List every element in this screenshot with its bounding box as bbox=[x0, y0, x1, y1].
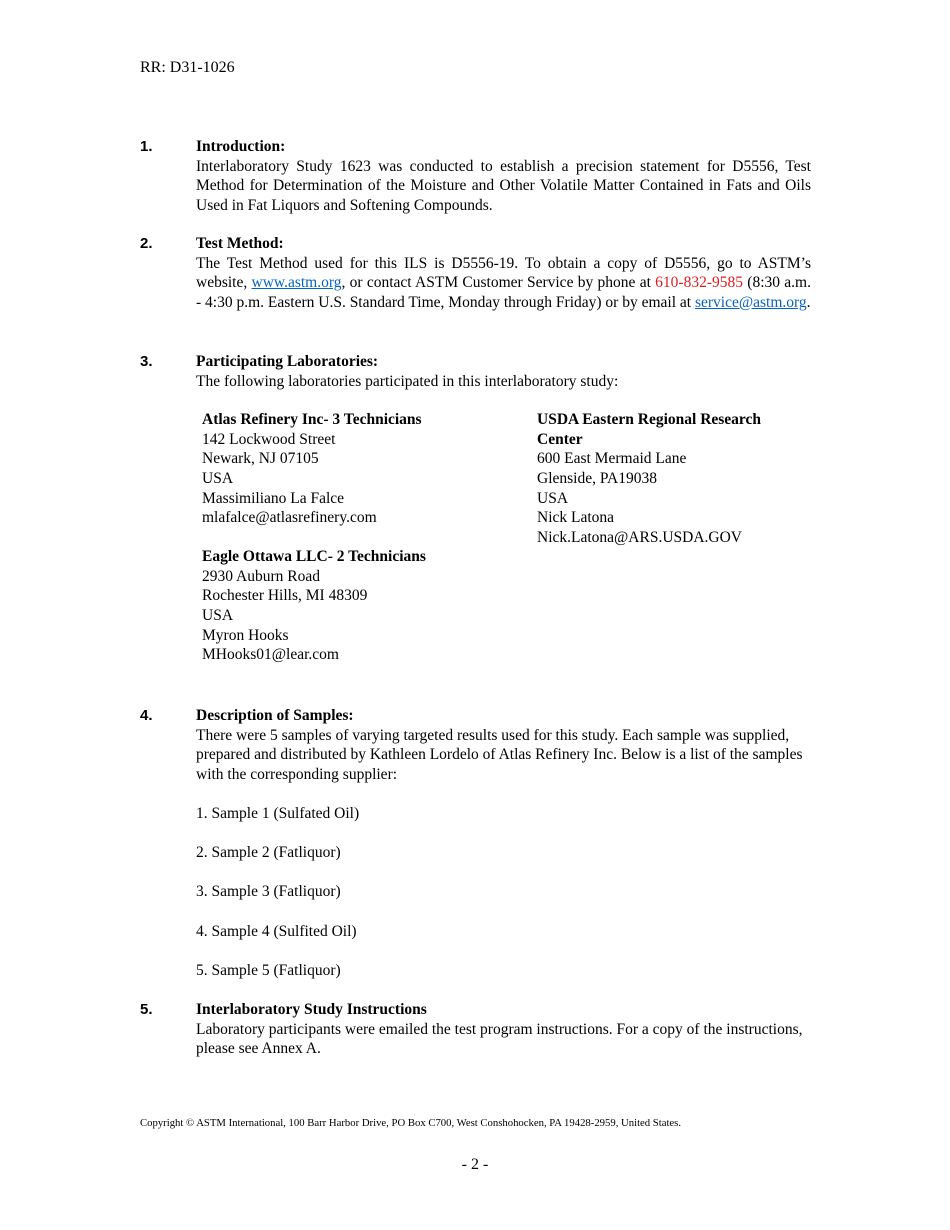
list-item: 3. Sample 3 (Fatliquor) bbox=[196, 883, 341, 901]
lab-eagle-ottawa bbox=[202, 547, 502, 665]
section-participating-laboratories bbox=[140, 352, 811, 670]
list-item: 2. Sample 2 (Fatliquor) bbox=[196, 844, 341, 862]
lab-street: 600 East Mermaid Lane bbox=[537, 450, 687, 468]
lab-country: USA bbox=[202, 606, 234, 624]
list-item: 1. Sample 1 (Sulfated Oil) bbox=[196, 804, 360, 822]
lab-city: Rochester Hills, MI 48309 bbox=[202, 587, 368, 605]
text-segment: . bbox=[806, 293, 811, 311]
section-number: 2. bbox=[140, 235, 153, 252]
section-title: Description of Samples: bbox=[196, 707, 354, 724]
lab-city: Glenside, PA19038 bbox=[537, 469, 657, 487]
list-item: 5. Sample 5 (Fatliquor) bbox=[196, 961, 341, 979]
section-introduction bbox=[140, 137, 811, 215]
lab-name: USDA Eastern Regional Research Center bbox=[537, 411, 762, 448]
lab-contact: Massimiliano La Falce bbox=[202, 489, 345, 507]
lab-atlas-refinery bbox=[202, 410, 502, 528]
section-description-of-samples bbox=[140, 706, 811, 980]
lab-country: USA bbox=[537, 489, 569, 507]
lab-street: 142 Lockwood Street bbox=[202, 430, 336, 448]
lab-country: USA bbox=[202, 469, 234, 487]
section-text bbox=[196, 254, 811, 313]
laboratory-list bbox=[202, 410, 811, 670]
lab-name: Eagle Ottawa LLC- 2 Technicians bbox=[202, 548, 426, 566]
lab-email: Nick.Latona@ARS.USDA.GOV bbox=[537, 528, 742, 546]
lab-contact: Myron Hooks bbox=[202, 626, 289, 644]
lab-contact: Nick Latona bbox=[537, 509, 615, 527]
section-text: The following laboratories participated in this interlaboratory study: bbox=[196, 372, 619, 390]
section-text: There were 5 samples of varying targeted results used for this study. Each sample was supplied, prepared and distributed by Kathleen Lordelo of Atlas Refinery Inc. Below is a list of the samples with the corresponding supplier: bbox=[196, 726, 803, 783]
section-number: 5. bbox=[140, 1001, 153, 1018]
section-number: 4. bbox=[140, 707, 153, 724]
section-text: Laboratory participants were emailed the test program instructions. For a copy of the instructions, please see Annex A. bbox=[196, 1020, 803, 1058]
lab-city: Newark, NJ 07105 bbox=[202, 450, 319, 468]
lab-street: 2930 Auburn Road bbox=[202, 567, 320, 585]
section-title: Interlaboratory Study Instructions bbox=[196, 1001, 427, 1018]
section-study-instructions bbox=[140, 1000, 811, 1059]
text-segment: (8:30 a.m. - 4:30 p.m. Eastern U.S. Standard Time, Monday through Friday) or by email at bbox=[196, 274, 811, 311]
astm-website-link[interactable]: www.astm.org bbox=[251, 274, 342, 292]
section-title: Test Method: bbox=[196, 235, 284, 252]
report-id: RR: D31-1026 bbox=[140, 59, 235, 76]
section-number: 3. bbox=[140, 353, 153, 370]
section-test-method bbox=[140, 234, 811, 312]
section-title: Participating Laboratories: bbox=[196, 353, 379, 370]
lab-name: Atlas Refinery Inc- 3 Technicians bbox=[202, 411, 422, 429]
page-number: - 2 - bbox=[461, 1156, 489, 1173]
section-number: 1. bbox=[140, 138, 153, 155]
section-title: Introduction: bbox=[196, 138, 286, 155]
lab-email: mlafalce@atlasrefinery.com bbox=[202, 509, 377, 527]
lab-email: MHooks01@lear.com bbox=[202, 646, 339, 664]
service-email-link[interactable]: service@astm.org bbox=[694, 293, 807, 311]
sample-list bbox=[196, 804, 811, 980]
text-segment: The Test Method used for this ILS is D5556-19. To obtain a copy of D5556, go to ASTM’s website, bbox=[196, 254, 811, 292]
text-segment: , or contact ASTM Customer Service by phone at bbox=[341, 274, 656, 292]
lab-usda bbox=[537, 410, 807, 547]
list-item: 4. Sample 4 (Sulfited Oil) bbox=[196, 922, 357, 940]
section-text: Interlaboratory Study 1623 was conducted to establish a precision statement for D5556, Test Method for Determination of the Moisture and Other Volatile Matter Contained in Fats and Oils Used in Fat Liquors and Softening Compounds. bbox=[196, 157, 811, 214]
customer-service-phone: 610-832-9585 bbox=[655, 274, 743, 292]
copyright-footer: Copyright © ASTM International, 100 Barr Harbor Drive, PO Box C700, West Conshohocken, PA 19428-2959, United States. bbox=[140, 1117, 682, 1129]
